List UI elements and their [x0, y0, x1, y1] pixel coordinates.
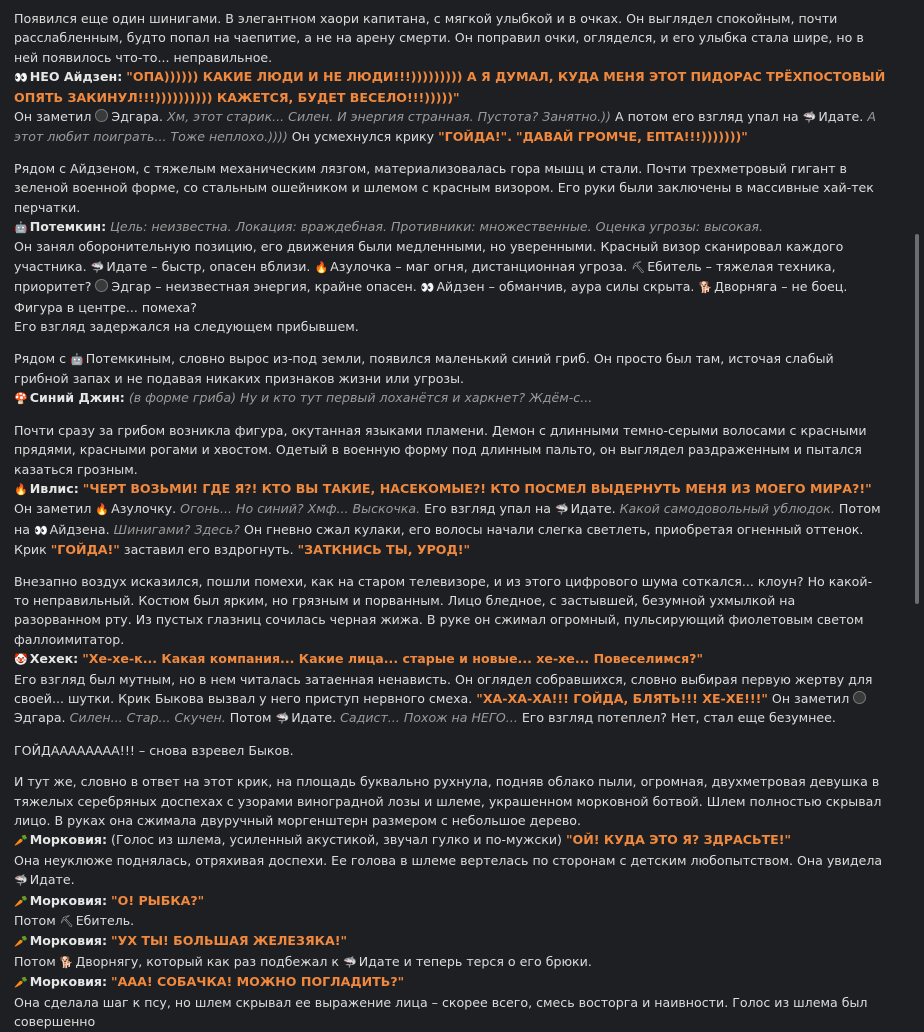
message-ivlis — [14, 421, 886, 560]
robot-icon: 🤖 — [14, 221, 28, 235]
speech-line — [14, 479, 886, 499]
speech-line — [14, 830, 886, 850]
speech-line — [14, 891, 886, 911]
speech-line — [14, 649, 886, 669]
narration: Почти сразу за грибом возникла фигура, окутанная языками пламени. Демон с длинными темно-серыми волосами с красными прядями, красными рогами и хвостом. Одетый в военную форму под длинным пальто, он выглядел раздраженным и пытался казаться грозным. — [14, 422, 867, 477]
thought: Шинигами? Здесь? — [113, 521, 240, 537]
mushroom-icon: 🍄 — [14, 392, 28, 406]
narration: Появился еще один шинигами. В элегантном хаори капитана, с мягкой улыбкой и в очках. Он выглядел спокойным, почти расслабленным, будто попал на чаепитие, а не на арену смерти. Он поправил очки, огляделся, и его улыбка стала шире, но в ней появилось что-то... неправильное. — [14, 11, 864, 65]
text: Айдзен – обманчив, аура силы скрыта. — [436, 279, 695, 295]
shout: "ЗАТКНИСЬ ТЫ, УРОД!" — [297, 542, 471, 558]
text: заставил его вздрогнуть. — [123, 542, 294, 558]
shout: "ГОЙДА!" — [50, 542, 120, 558]
fire-icon: 🔥 — [14, 482, 28, 496]
text: Он заметил — [14, 109, 92, 125]
eyes-icon: 👀 — [14, 71, 28, 85]
fire-icon: 🔥 — [95, 503, 110, 517]
robot-icon: 🤖 — [70, 352, 84, 366]
shark-icon: 🦈 — [802, 111, 817, 125]
text: Дворняга – не боец. Фигура в центре... помеха? — [14, 279, 848, 315]
message-aizen — [14, 9, 886, 147]
dog-icon: 🐕 — [698, 281, 713, 295]
shark-icon: 🦈 — [90, 260, 105, 274]
text: Его взгляд упал на — [424, 501, 551, 517]
thought: Огонь... Но синий? Хмф... Выскочка. — [180, 501, 421, 517]
speech-text: "ЧЕРТ ВОЗЬМИ! ГДЕ Я?! КТО ВЫ ТАКИЕ, НАСЕКОМЫЕ?! КТО ПОСМЕЛ ВЫДЕРНУТЬ МЕНЯ ИЗ МОЕГО МИРА?!" — [82, 480, 872, 496]
shout: "УХ ТЫ! БОЛЬШАЯ ЖЕЛЕЗЯКА!" — [111, 933, 348, 949]
carrot-icon: 🥕 — [14, 976, 28, 990]
narration-line — [14, 851, 886, 891]
char-name: Эдгара. — [14, 710, 66, 726]
char-name: Ебитель. — [75, 913, 135, 929]
carrot-icon: 🥕 — [14, 834, 28, 848]
char-name: Эдгара. — [111, 109, 163, 125]
carrot-icon: 🥕 — [14, 935, 28, 949]
text: Он гневно сжал кулаки, его волосы начали слегка светлеть, приобретая огненный оттенок. Крик — [14, 521, 864, 558]
text: Его взгляд потеплел? Нет, стал еще безумнее. — [521, 710, 836, 726]
text: Дворнягу, который как раз подбежал к — [75, 953, 339, 969]
text: Он заметил — [771, 691, 850, 706]
speech-line — [14, 931, 886, 951]
speech-line — [14, 217, 886, 237]
speech-line — [14, 972, 886, 992]
text: Потом — [229, 710, 272, 726]
speaker-name: Потемкин: — [29, 219, 107, 235]
thought: А этот любит поиграть... Тоже неплохо.)))) — [14, 109, 876, 145]
narration-line — [14, 499, 886, 559]
message-morkoviya — [14, 772, 886, 1031]
scrollbar[interactable] — [910, 0, 924, 868]
speaker-name: Морковия: — [29, 892, 108, 908]
speaker-name: Морковия: — [29, 832, 108, 848]
shark-icon: 🦈 — [275, 712, 290, 726]
message-hehek — [14, 572, 886, 729]
dark-orb-icon — [853, 691, 866, 704]
dog-icon: 🐕 — [59, 955, 74, 969]
narration-line — [14, 237, 886, 317]
text: Потемкиным, словно вырос из-под земли, появился маленький синий гриб. Он просто был там, источая слабый грибной запах и не подавая никаких признаков жизни или угрозы. — [14, 350, 834, 386]
shark-icon: 🦈 — [343, 955, 357, 969]
narration: Она сделала шаг к псу, но шлем скрывал ее выражение лица – скорее всего, смесь восторга и наивности. Голос из шлема был совершенно — [14, 994, 868, 1030]
narration: И тут же, словно в ответ на этот крик, на площадь буквально рухнула, подняв облако пыли, огромная, двухметровая девушка в тяжелых серебряных доспехах с узорами виноградной лозы и шлеме, украшенном морковной ботвой. Шлем полностью скрывал лицо. В руках она сжимала двуручный моргенштерн размером с небольшое дерево. — [14, 774, 882, 829]
narration: Рядом с Айдзеном, с тяжелым механическим лязгом, материализовалась гора мышц и стали. Почти трехметровый гигант в зеленой военной форме, со стальным ошейником и шлемом с красным визором. Его руки были заключены в массивные хай-тек перчатки. — [14, 160, 874, 215]
text: Он заметил — [14, 501, 92, 517]
text: Азулочка – маг огня, дистанционная угроза. — [330, 258, 628, 274]
thought: Цель: неизвестна. Локация: враждебная. Противники: множественные. Оценка угрозы: высокая. — [110, 219, 764, 235]
scrollbar-thumb[interactable] — [915, 234, 919, 604]
char-name: Идате. — [570, 501, 616, 517]
speaker-name: Синий Джин: — [29, 390, 125, 406]
shout: "ХА-ХА-ХА!!! ГОЙДА, БЛЯТЬ!!! ХЕ-ХЕ!!!" — [476, 691, 768, 706]
shark-icon: 🦈 — [14, 874, 28, 888]
message-potemkin — [14, 159, 886, 337]
text: Эдгар – неизвестная энергия, крайне опасен. — [111, 279, 417, 295]
text: А потом его взгляд упал на — [615, 109, 799, 125]
char-name: Идате. — [29, 872, 75, 888]
speaker-name: Ивлис: — [29, 480, 79, 496]
thought: Какой самодовольный ублюдок. — [619, 501, 835, 517]
char-name: Идате. — [818, 109, 864, 125]
thought: Садист... Похож на НЕГО... — [340, 710, 518, 726]
char-name: Айдзена. — [49, 521, 110, 537]
narration-line — [14, 349, 886, 389]
narration: ГОЙДАААААААА!!! – снова взревел Быков. — [14, 742, 294, 758]
carrot-icon: 🥕 — [14, 894, 28, 908]
speaker-name: Морковия: — [29, 933, 108, 949]
narration-line — [14, 107, 886, 147]
text: (Голос из шлема, усиленный акустикой, звучал гулко и по-мужски) — [111, 832, 562, 848]
narration-line — [14, 670, 886, 729]
text: Потом — [14, 953, 56, 969]
message-blue-djinn — [14, 349, 886, 409]
speech-line — [14, 67, 886, 107]
char-name: Идате. — [291, 710, 337, 726]
pickaxe-icon: ⛏ — [59, 915, 74, 929]
clown-icon: 🤡 — [14, 653, 28, 667]
char-name: Азулочку. — [111, 501, 177, 517]
shout: "ГОЙДА!". — [438, 129, 512, 145]
fire-icon: 🔥 — [314, 260, 329, 274]
text: Она неуклюже поднялась, отряхивая доспехи. Ее голова в шлеме вертелась по сторонам с детским любопытством. Она увидела — [14, 852, 883, 868]
shark-icon: 🦈 — [554, 503, 569, 517]
shout: "О! РЫБКА?" — [111, 892, 205, 908]
eyes-icon: 👀 — [33, 523, 48, 537]
text: Рядом с — [14, 350, 67, 366]
speaker-name: Хехек: — [29, 651, 79, 667]
pickaxe-icon: ⛏ — [631, 260, 646, 274]
text: Ебитель – тяжелая техника, приоритет? — [14, 258, 836, 295]
speech-text: "Хе-хе-к... Какая компания... Какие лица... старые и новые... хе-хе... Повеселимся?" — [82, 651, 704, 667]
shout: "ДАВАЙ ГРОМЧЕ, ЕПТА!!!)))))))" — [516, 129, 748, 145]
text: Потом на — [14, 501, 881, 537]
speech-text: "ОПА)))))) КАКИЕ ЛЮДИ И НЕ ЛЮДИ!!!))))))))) А Я ДУМАЛ, КУДА МЕНЯ ЭТОТ ПИДОРАС ТРЁХПОСТОВЫЙ ОПЯТЬ ЗАКИНУЛ!!!)))))))))) КАЖЕТСЯ, БУДЕТ ВЕСЕЛО!!!)))))" — [14, 69, 886, 105]
text: Он занял оборонительную позицию, его движения были медленными, но уверенными. Красный визор сканировал каждого участника. — [14, 239, 844, 274]
speaker-name: Морковия: — [29, 974, 108, 990]
eyes-icon: 👀 — [420, 281, 435, 295]
text: Потом — [14, 913, 56, 929]
narration-line — [14, 952, 886, 972]
shout: "ААА! СОБАЧКА! МОЖНО ПОГЛАДИТЬ?" — [111, 974, 405, 990]
speech-line — [14, 388, 886, 408]
text: Его взгляд был мутным, но в нем читалась затаенная ненависть. Он оглядел собравшихся, словно выбирая первую жертву для своей... шутки. Крик Быкова вызвал у него приступ нервного смеха. — [14, 671, 873, 706]
thought: (в форме гриба) Ну и кто тут первый лоханётся и харкнет? Ждём-с... — [128, 390, 593, 406]
dark-orb-icon — [95, 109, 108, 122]
text: Идате и теперь терся о его брюки. — [358, 953, 592, 969]
speaker-name: НЕО Айдзен: — [29, 69, 123, 85]
narration: Его взгляд задержался на следующем прибывшем. — [14, 319, 359, 335]
text: Идате – быстр, опасен вблизи. — [106, 258, 311, 274]
thought: Хм, этот старик... Силен. И энергия странная. Пустота? Занятно.)) — [166, 109, 611, 125]
chat-log — [14, 9, 886, 1030]
message-bykov — [14, 741, 886, 760]
dark-orb-icon — [95, 279, 108, 292]
text: Он усмехнулся крику — [291, 129, 435, 145]
narration-line — [14, 911, 886, 931]
narration: Внезапно воздух исказился, пошли помехи, как на старом телевизоре, и из этого цифрового шума соткался... клоун? Но какой-то неправильный. Костюм был ярким, но грязным и порванным. Лицо бледное, с застывшей, безумной ухмылкой на разорванном рту. Из пустых глазниц сочилась черная жижа. В руке он сжимал огромный, пульсирующий фиолетовым светом фаллоимитатор. — [14, 573, 873, 647]
thought: Силен... Стар... Скучен. — [69, 710, 226, 726]
shout: "ОЙ! КУДА ЭТО Я? ЗДРАСЬТЕ!" — [565, 832, 792, 848]
